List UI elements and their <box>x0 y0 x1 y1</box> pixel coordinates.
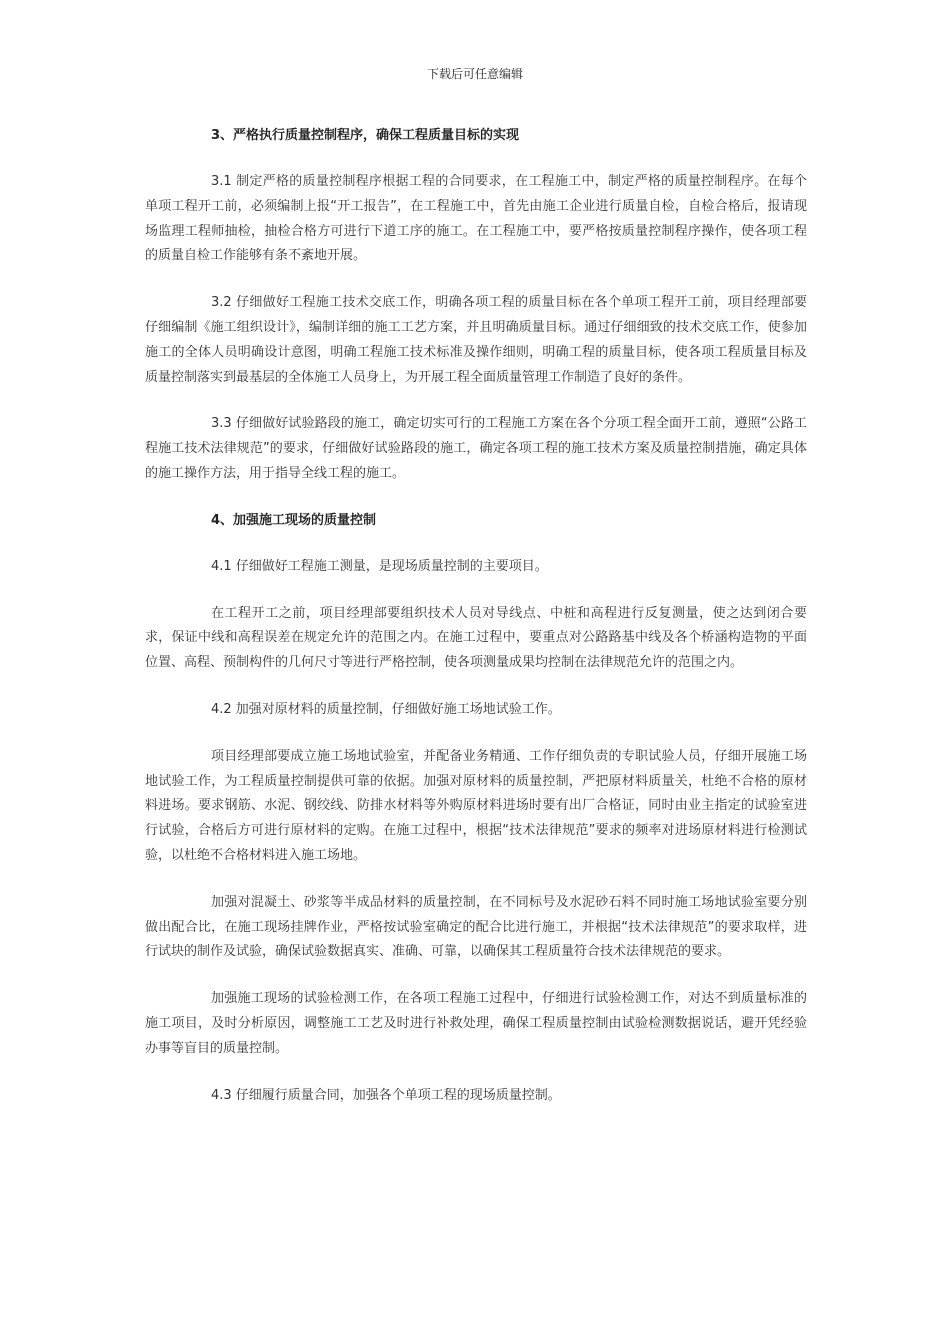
document-body <box>145 124 807 1130</box>
paragraph-survey: 在工程开工之前，项目经理部要组织技术人员对导线点、中桩和高程进行反复测量，使之达到闭合要求，保证中线和高程误差在规定允许的范围之内。在施工过程中，要重点对公路路基中线及各个桥涵构造物的平面位置、高程、预制构件的几何尺寸等进行严格控制，使各项测量成果均控制在法律规范允许的范围之内。 <box>145 605 807 671</box>
paragraph-3-1: 3.1 制定严格的质量控制程序根据工程的合同要求，在工程施工中，制定严格的质量控制程序。在每个单项工程开工前，必须编制上报“开工报告”，在工程施工中，首先由施工企业进行质量自检，自检合格后，报请现场监理工程师抽检，抽检合格方可进行下道工序的施工。在工程施工中，要严格按质量控制程序操作，使各项工程的质量自检工作能够有条不紊地开展。 <box>145 174 807 264</box>
paragraph-4-3: 4.3 仔细履行质量合同，加强各个单项工程的现场质量控制。 <box>211 1087 561 1103</box>
paragraph-4-2: 4.2 加强对原材料的质量控制，仔细做好施工场地试验工作。 <box>211 701 561 717</box>
page-header: 下载后可任意编辑 <box>426 67 523 81</box>
paragraph-3-2: 3.2 仔细做好工程施工技术交底工作，明确各项工程的质量目标在各个单项工程开工前，项目经理部要仔细编制《施工组织设计》，编制详细的施工工艺方案，并且明确质量目标。通过仔细细致的技术交底工作，使参加施工的全体人员明确设计意图，明确工程施工技术标准及操作细则，明确工程的质量目标，使各项工程质量目标及质量控制落实到最基层的全体施工人员身上，为开展工程全面质量管理工作制造了良好的条件。 <box>145 295 807 385</box>
paragraph-4-1: 4.1 仔细做好工程施工测量，是现场质量控制的主要项目。 <box>211 558 548 574</box>
section-heading-3: 3、严格执行质量控制程序，确保工程质量目标的实现 <box>211 128 520 143</box>
paragraph-testing: 加强施工现场的试验检测工作，在各项工程施工过程中，仔细进行试验检测工作，对达不到质量标准的施工项目，及时分析原因，调整施工工艺及时进行补救处理，确保工程质量控制由试验检测数据说话，避开凭经验办事等盲目的质量控制。 <box>145 991 807 1056</box>
paragraph-concrete: 加强对混凝土、砂浆等半成品材料的质量控制，在不同标号及水泥砂石料不同时施工场地试验室要分别做出配合比，在施工现场挂牌作业，严格按试验室确定的配合比进行施工，并根据“技术法律规范”的要求取样，进行试块的制作及试验，确保试验数据真实、准确、可靠，以确保其工程质量符合技术法律规范的要求。 <box>145 894 807 960</box>
paragraph-3-3: 3.3 仔细做好试验路段的施工，确定切实可行的工程施工方案在各个分项工程全面开工前，遵照“公路工程施工技术法律规范”的要求，仔细做好试验路段的施工，确定各项工程的施工技术方案及质量控制措施，确定具体的施工操作方法，用于指导全线工程的施工。 <box>145 416 807 481</box>
section-heading-4: 4、加强施工现场的质量控制 <box>211 512 377 528</box>
paragraph-site-lab: 项目经理部要成立施工场地试验室，并配备业务精通、工作仔细负责的专职试验人员，仔细开展施工场地试验工作，为工程质量控制提供可靠的依据。加强对原材料的质量控制，严把原材料质量关，杜绝不合格的原材料进场。要求钢筋、水泥、钢绞线、防排水材料等外购原材料进场时要有出厂合格证，同时由业主指定的试验室进行试验，合格后方可进行原材料的定购。在施工过程中，根据“技术法律规范”要求的频率对进场原材料进行检测试验，以杜绝不合格材料进入施工场地。 <box>145 748 807 863</box>
